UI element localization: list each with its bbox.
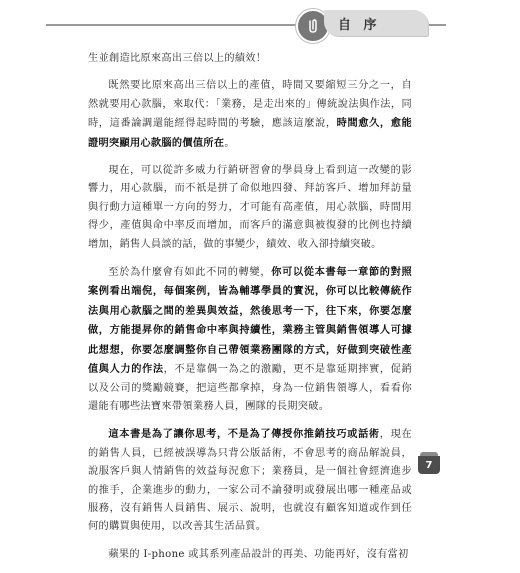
paragraph [88,162,412,254]
body-text: ，現在的銷售人員，已經被誤導為只背公版話術，不會思考的商品解說員，說服客戶與人情銷售的效益每況愈下；業務員，是一個社會經濟進步的推手，企業進步的動力，一家公司不論發明或發展出哪一種產品或服務，沒有銷售人員銷售、展示、說明，也就沒有顧客知道或作到任何的購買與使用，以改善其生活品質。 [88,429,412,533]
body-text: 至於為什麼會有如此不同的轉變， [108,267,272,279]
page-number-tab [418,456,440,474]
body-text: 。 [224,137,235,149]
body-text: 蘋果的 I-phone 或其系列產品設計的再美、功能再好，沒有當初 [108,548,409,560]
page-body [88,50,412,573]
emphasized-text: 這本書是為了讓你思考，不是為了傳授你推銷技巧或話術 [108,428,380,441]
emphasized-text: 時間愈久，愈能證明突顯用心款腦的價值所在 [88,117,412,149]
paper-clip-icon-graphic [304,17,322,35]
paragraph [88,77,412,153]
body-text: 既然要比原來高出三倍以上的產值，時間又要縮短三分之一，自然就要用心款腦，來取代：「業務，是走出來的」傳統說法與作法，同時，這番論調還能經得起時間的考驗，應該這麼說， [88,80,412,130]
paragraph [88,546,412,564]
chapter-header-tab [324,10,428,36]
body-text: 現在，可以從許多威力行銷研習會的學員身上看到這一改變的影響力，用心款腦，而不祇是拼了命似地四發、拜訪客戶、增加拜訪量與行動力這種單一方向的努力，才可能有高產值，用心款腦，時間用得少，產值與命中率反而增加，而客戶的滿意與被復發的比例也持續增加，銷售人員談的話，做的事變少，績效、收入卻持續突破。 [88,165,412,250]
body-text: ，不是靠偶一為之的激勵，更不是靠延期摔實，促銷以及公司的獎勵競賽，把這些都拿掉，身為一位銷售領導人，看看你還能有哪些法寶來帶領業務人員，團隊的長期突破。 [88,364,412,412]
emphasized-text: 你可以從本書每一章節的對照案例看出端倪，每個案例，皆為輔導學員的實況，你可以比較傳統作法與用心款腦之間的差異與效益，然後思考一下，往下來，你要怎麼做，方能提昇你的銷售命中率與持續性，業務主管與銷售領導人可據此想想，你要怎麼調整你自己帶領業務團隊的方式，好做到突破性產值與人力的作法 [88,266,412,376]
paragraph [88,425,412,536]
paragraph [88,50,412,68]
body-text: 生並創造比原來高出三倍以上的績效！ [88,53,267,64]
paragraph [88,263,412,416]
page-number: 7 [425,459,433,471]
chapter-title: 自 序 [338,17,381,33]
